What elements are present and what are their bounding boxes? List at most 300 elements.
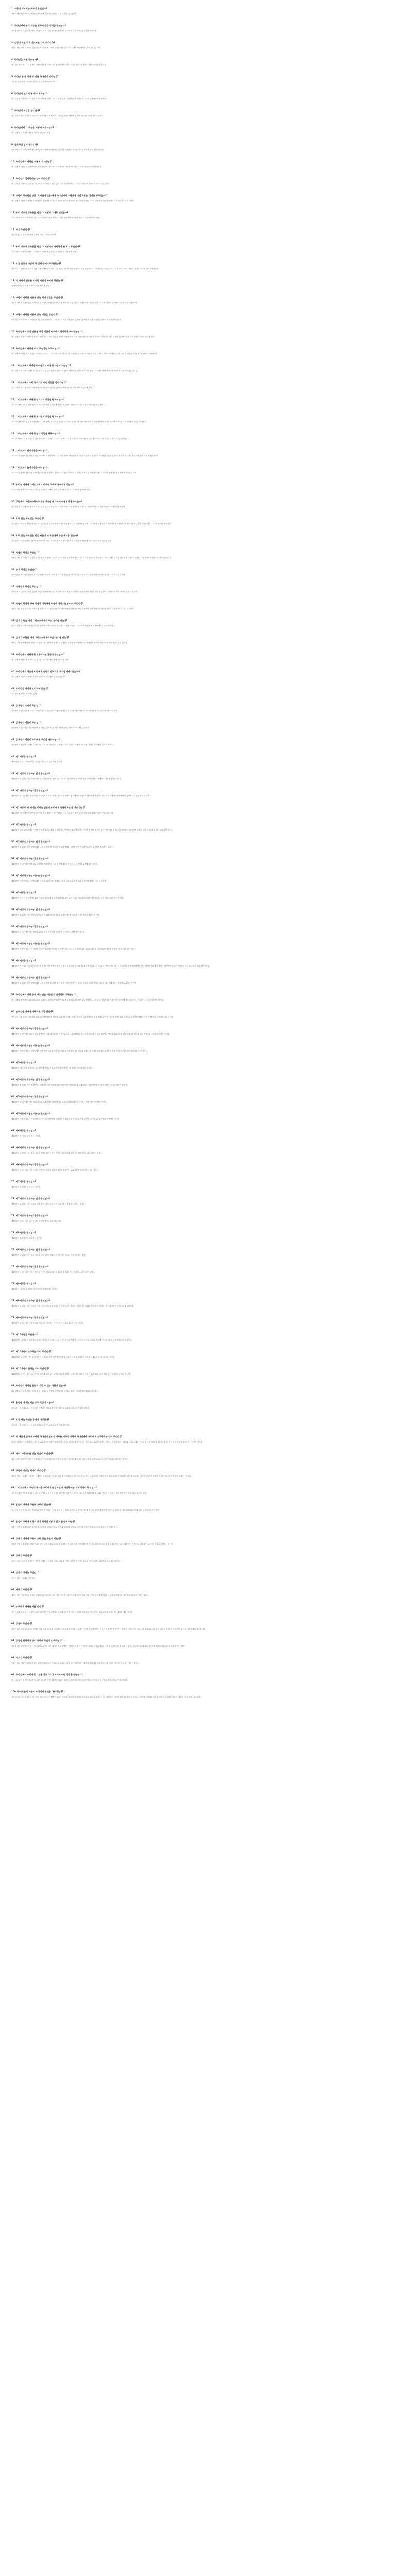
question-text: 19. 사람이 타락한 지위에 있는 비참은 무엇인가?: [11, 313, 59, 316]
question-text: 84. 모든 죄는 무엇을 받아야 마땅한가?: [11, 1418, 49, 1421]
answer-text: 죄 때문에 받아야 마땅한 하나님의 진노와 저주를 피하기 위하여 하나님께서 우리에게 요구하시는 것은 예수 그리스도를 믿는 믿음과 생명에 이르는 회개와 그리스도께서 구속의 유익을 전달하실 때 사용하시는 모든 외적 방편을 부지런히 사용하는 것이다.: [11, 1441, 203, 1443]
question-text: 41. 도덕법은 어디에 요약되어 있는가?: [11, 687, 49, 690]
question-text: 65. 제5계명이 금하는 것이 무엇인가?: [11, 1095, 48, 1098]
qa-item: [11, 1298, 393, 1309]
answer-text: 제5계명에 덧붙인 이유는 이 계명을 지키는 모든 사람에게 하나님의 영광과 그들 자신의 유익에 도움이 되는 한 장수와 번영을 약속하신 것이다.: [11, 1118, 120, 1120]
qa-item: [11, 244, 393, 255]
qa-item: [11, 329, 393, 340]
qa-item: [11, 74, 393, 84]
answer-text: 제10계명은 네 이웃의 집을 탐내지 말라 네 이웃의 아내나 그의 남종이나 그의 여종이나 그의 소나 그의 나귀나 무릇 네 이웃의 소유를 탐내지 말라 하신 것이다.: [11, 1339, 132, 1341]
qa-item: [11, 703, 393, 714]
qa-item: [11, 550, 393, 561]
question-text: 62. 제4계명에 덧붙인 이유는 무엇인가?: [11, 1044, 50, 1047]
question-text: 91. 성례가 어떻게 구원의 효력 있는 방편이 되는가?: [11, 1537, 61, 1540]
qa-item: [11, 448, 393, 459]
qa-item: [11, 397, 393, 408]
qa-item: [11, 941, 393, 952]
qa-item: [11, 652, 393, 663]
question-text: 93. 신약의 성례는 무엇인가?: [11, 1571, 40, 1574]
answer-text: 십계명의 요약은 마음을 다하고 목숨을 다하고 힘을 다하고 뜻을 다하여 주 우리 하나님을 사랑하고 또 네 이웃을 네 자신같이 사랑하는 것이다.: [11, 710, 119, 712]
question-text: 86. 예수 그리스도를 믿는 믿음이 무엇인가?: [11, 1452, 54, 1455]
answer-text: 제1계명은 너는 나 외에는 다른 신들을 네게 두지 말라 하신 것이다.: [11, 761, 63, 763]
question-text: 42. 십계명의 요약이 무엇인가?: [11, 704, 42, 707]
qa-item: [11, 584, 393, 595]
question-text: 17. 이 타락이 인류를 어떠한 지위에 빠지게 하였는가?: [11, 279, 63, 282]
qa-item: [11, 975, 393, 986]
qa-item: [11, 482, 393, 493]
answer-text: 제2계명이 금하는 것은 형상으로 하나님을 예배하거나 그의 말씀에 정하지 아니한 다른 방법으로 예배하는 것이다.: [11, 863, 98, 865]
qa-item: [11, 1672, 393, 1683]
answer-text: 제10계명이 요구하는 것은 우리 자신의 처지에 온전히 만족하며 이웃과 그의 모든 소유에 대하여 바르고 인애로운 마음을 가지는 것이다.: [11, 1356, 115, 1358]
answer-text: 하나님의 아들 그리스도께서 진정한 몸과 이성 있는 영혼을 취하시고 사람이 되셨으니 성령의 능력으로 동정녀 마리아의 태에 잉태되어 그에게서 나셨으나 죄는 없으시다.: [11, 370, 139, 372]
qa-item: [11, 363, 393, 374]
answer-text: 하나님께서 처음에 사람에게 순종의 법칙으로 나타내신 것은 도덕법이다.: [11, 676, 66, 678]
answer-text: 제5계명이 요구하는 것은 윗사람이나 아랫사람이나 동등한 사람으로서 각자 여러 처지와 관계에 따라 속한 명예를 보존하며 마땅한 본분을 행하는 것이다.: [11, 1084, 128, 1086]
question-text: 23. 그리스도께서 우리 구속자로 어떤 직분을 행하시는가?: [11, 381, 67, 384]
question-text: 4. 하나님은 어떤 분이신가?: [11, 58, 38, 61]
question-text: 82. 하나님의 계명을 완전히 지킬 수 있는 사람이 있는가?: [11, 1384, 66, 1387]
answer-text: 세례는 성례이니 성부와 성자와 성령의 이름으로 물로 씻는 것은 우리가 그리스도에게 접붙여짐과 은혜 언약의 유익에 참여함과 주님의 것이 되기로 약속함을 나타내고 인치는 것이다.: [11, 1594, 149, 1596]
answer-text: 안식일은 그날 온종일 거룩하게 쉬되 다른 날에 합당한 세상의 일과 오락까지도 쉬며 부득이한 일과 자비로운 일을 제외하고는 온 시간을 공적으로나 사적으로 하나님을 예배하는 데 사용함으로 거룩하게 지킬 것이다.: [11, 1016, 174, 1018]
qa-item: [11, 1145, 393, 1156]
answer-text: 제9계명이 요구하는 것은 사람과 사람 사이에 진실을 유지하고 증진하며 우리 자신과 이웃의 좋은 이름을 보존하고 증진하는 것이니 특별히 증거할 때에 그러하다.: [11, 1305, 134, 1307]
question-text: 2. 하나님께서 우리 교만을 위하여 무슨 법칙을 주셨는가?: [11, 24, 66, 27]
qa-item: [11, 788, 393, 799]
answer-text: 죄는 하나님의 법을 순종함에 부족한 것이나 어기는 것이다.: [11, 234, 57, 236]
question-text: 66. 제5계명에 덧붙인 이유는 무엇인가?: [11, 1112, 50, 1115]
answer-text: 성례가 구원의 효력 있는 방편이 되는 것은 성례 자체에나 그것을 집례하는 자에게 어떤 덕이 있어서가 아니라 오직 그리스도의 복 주심과 믿음으로 성례를 받는 자 안에서 일하시는 그의 영의 역사로 말미암는 것이다.: [11, 1543, 174, 1545]
qa-item: [11, 1485, 393, 1496]
answer-text: 십계명의 서문은 나는 너를 애굽 땅 종 되었던 집에서 인도하여 낸 네 하나님 여호와로라 하신 말씀이다.: [11, 727, 90, 729]
answer-text: 효력 있는 부르심을 받은 자들이 이 세상에서 의롭다 하심과 양자 되심과 거룩하게 하심과 및 이것들에 따라오는 모든 유익을 얻는다.: [11, 540, 112, 542]
question-text: 57. 제4계명은 무엇인가?: [11, 959, 37, 962]
qa-item: [11, 176, 393, 187]
qa-item: [11, 1128, 393, 1139]
qa-item: [11, 1315, 393, 1326]
question-text: 25. 그리스도께서 어떻게 제사장의 직분을 행하시는가?: [11, 415, 64, 418]
question-text: 24. 그리스도께서 어떻게 선지자의 직분을 행하시는가?: [11, 398, 64, 401]
qa-item: [11, 1366, 393, 1377]
question-text: 64. 제5계명이 요구하는 것이 무엇인가?: [11, 1078, 50, 1081]
question-text: 67. 제6계명은 무엇인가?: [11, 1129, 37, 1132]
qa-item: [11, 1094, 393, 1105]
qa-item: [11, 1179, 393, 1190]
answer-text: 성찬은 성례이니 그리스도의 명하신 대로 떡과 포도주를 주고받음으로 그의 죽으심을 나타내는 것이며 합당하게 받는 자들은 육체적이고 육신적인 방식이 아니라 믿음으로 그의 몸과 피와 그의 모든 유익에 참여하여 영적 양식을 얻고 은혜 안에서 자라게 된다.: [11, 1628, 206, 1630]
answer-text: 보이는 교회 밖에 있는 사람이 그리스도를 믿는다고 고백하고 그에게 순종하기 전에는 세례를 베풀지 않지만 보이는 교회 회원의 유아에게는 세례를 베풀 것이다.: [11, 1611, 133, 1613]
qa-item: [11, 1196, 393, 1207]
qa-item: [11, 278, 393, 289]
question-text: 5. 하나님 한 분 외에 또 다른 하나님이 계시는가?: [11, 75, 59, 78]
question-text: 44. 십계명의 서문이 우리에게 무엇을 가르치는가?: [11, 738, 60, 741]
answer-text: 제4계명은 안식일을 기억하여 거룩하게 지키라 엿새 동안은 힘써 네 모든 일을 행할 것이나 일곱째 날은 네 하나님 여호와의 안식일인즉 너나 네 아들이나 네 딸이나 네 남종이나 네 여종이나 네 가축이나 네 문안에 머무는 객이라도 아무 일도 하지 말라 하신 것이다.: [11, 965, 210, 967]
answer-text: 그리스도께서 자기를 한 번 희생 제물로 드려 하나님의 공의를 만족하게 하시고 우리를 하나님과 화목하게 하시며 계속해서 우리를 위하여 간구하심으로 제사장의 직분을 행하신다.: [11, 421, 147, 423]
qa-item: [11, 91, 393, 101]
question-text: 74. 제8계명이 요구하는 것이 무엇인가?: [11, 1248, 50, 1251]
qa-item: [11, 618, 393, 629]
qa-item: [11, 516, 393, 527]
qa-item: [11, 1009, 393, 1020]
qa-item: [11, 1689, 393, 1700]
question-text: 87. 생명에 이르는 회개가 무엇인가?: [11, 1469, 47, 1472]
answer-text: 그리스도의 높아지심은 사흘 만에 죽은 자 가운데서 다시 살아나시고 하늘에 오르시고 하나님 아버지 우편에 앉아 계시고 마지막 날에 세상을 심판하러 오시는 것이다.: [11, 472, 137, 474]
qa-item: [11, 6, 393, 16]
answer-text: 서방의 해외여는 목적은 하나님을 영화롭게 하는 것과 영원히 그를 즐거워하는 것이다.: [11, 13, 77, 15]
question-text: 96. 성찬이 무엇인가?: [11, 1622, 33, 1625]
question-text: 60. 안식일을 어떻게 거룩하게 지킬 것인가?: [11, 1010, 54, 1013]
answer-text: 제3계명은 너는 네 하나님 여호와의 이름을 망령되게 부르지 말라 여호와는 그의 이름을 망령되게 부르는 자를 죄 없다 하지 아니하리라 하신 것이다.: [11, 897, 124, 899]
question-text: 27. 그리스도의 낮아지심은 어떠한가?: [11, 449, 48, 452]
answer-text: 이 타락이 인류를 죄와 비참의 지위에 빠지게 하였다.: [11, 285, 51, 287]
question-text: 15. 우리 시조가 창조함을 받은 그 지위에서 타락하게 된 죄가 무엇인가?: [11, 245, 80, 248]
answer-text: 하나님은 영이시니 그의 존재와 지혜와 권능과 거룩하심과 공의와 인자하심과 진실하심이 무한하시며 영원하시며 불변하시다.: [11, 64, 107, 66]
qa-item: [11, 23, 393, 33]
question-text: 51. 제2계명이 금하는 것이 무엇인가?: [11, 857, 48, 860]
qa-item: [11, 1281, 393, 1292]
question-text: 36. 의롭다 하심과 양자 되심과 거룩하게 하심에 따라오는 유익이 무엇인가?: [11, 602, 84, 605]
answer-text: 하나님께서 그 작정을 창조와 섭리의 일로 이루신다.: [11, 132, 51, 134]
answer-text: 모든 죄는 이 세상과 오는 세상에서 하나님의 진노와 저주를 받아야 마땅하다.: [11, 1424, 70, 1426]
qa-item: [11, 1434, 393, 1445]
qa-item: [11, 159, 393, 170]
qa-item: [11, 346, 393, 357]
answer-text: 우리 구속자가 되신 그리스도께서 낮아지심과 높아지심의 지위에서 선지자와 제사장과 왕의 직분을 행하신다.: [11, 387, 94, 389]
qa-item: [11, 1570, 393, 1581]
answer-text: 제2계명에 덧붙인 이유는 하나님께서 우리를 주관하시는 권세와 우리가 그의 소유가 된 것과 그 자신의 예배에 대한 열심이다.: [11, 880, 107, 882]
answer-text: 우리 시조가 창조함을 받은 그 지위에서 타락하게 된 죄는 그 금하신 실과를 먹은 것이다.: [11, 251, 78, 253]
question-text: 53. 제3계명은 무엇인가?: [11, 891, 37, 894]
qa-item: [11, 1213, 393, 1224]
answer-text: 제7계명이 금하는 것은 모든 순결하지 못한 생각과 말과 행동이다.: [11, 1220, 62, 1222]
question-text: 8. 하나님께서 그 작정을 어떻게 이루시는가?: [11, 126, 54, 129]
answer-text: 제10계명이 금하는 것은 우리 자신의 처지에 대한 모든 불만과 이웃의 잘됨을 시기하거나 애석히 여기는 것과 그의 소유에 대한 모든 무절제한 마음과 욕심이다.: [11, 1373, 132, 1375]
question-text: 3. 성경이 제일 되게 가르치는 것이 무엇인가?: [11, 41, 55, 44]
qa-item: [11, 40, 393, 50]
answer-text: 제8계명이 요구하는 것은 우리 자신과 다른 사람의 재물과 재산을 합법적으로 얻고 증진하는 것이다.: [11, 1254, 87, 1256]
question-text: 16. 모든 인류가 아담의 첫 범죄 중에 타락하였는가?: [11, 262, 61, 265]
answer-text: 효력 있는 부르심은 하나님의 영이 하시는 일인데 우리의 죄와 비참을 깨닫게 하시고 우리 마음을 밝혀 그리스도를 알게 하시고 우리 의지를 새롭게 하사 복음 가운데 값없이 주시는 예수 그리스도를 영접하게 하신다.: [11, 523, 173, 525]
question-text: 78. 제9계명이 금하는 것이 무엇인가?: [11, 1316, 48, 1319]
answer-text: 제9계명이 금하는 것은 진실을 해치거나 우리 자신이나 이웃의 좋은 이름을 해치는 모든 일이다.: [11, 1322, 84, 1324]
question-text: 11. 하나님의 섭리하시는 일이 무엇인가?: [11, 177, 51, 180]
question-text: 22. 그리스도께서 하나님의 아들로서 어떻게 사람이 되셨는가?: [11, 364, 71, 367]
answer-text: 모든 인류가 타락함으로 하나님과 교통함을 잃어버리고 그의 진노와 저주 아래 있어 금세의 모든 비참과 죽음과 영원한 지옥의 형벌을 받게 되었다.: [11, 319, 122, 321]
answer-text: 제7계명은 간음하지 말라 하신 것이다.: [11, 1186, 41, 1188]
answer-text: 하나님께서 사람에게 요구하시는 본분은 그의 나타내신 뜻에 순종하는 것이다.: [11, 659, 71, 661]
question-text: 14. 죄가 무엇인가?: [11, 228, 31, 231]
question-text: 90. 말씀이 구원에 효력이 있게 되려면 어떻게 읽고 들어야 하는가?: [11, 1520, 76, 1523]
answer-text: 그리스도께서 우리를 자기에게 복종하게 하시고 우리를 다스리시고 보호하시며 자기와 우리의 모든 원수를 제어하시고 정복하심으로 왕의 직분을 행하신다.: [11, 438, 129, 440]
question-text: 81. 제10계명이 금하는 것이 무엇인가?: [11, 1367, 50, 1370]
question-text: 85. 죄 때문에 받아야 마땅한 하나님의 진노와 저주를 피하기 위하여 하나님께서 우리에게 요구하시는 것이 무엇인가?: [11, 1435, 123, 1438]
qa-item: [11, 1349, 393, 1360]
qa-item: [11, 57, 393, 67]
answer-text: 제7계명이 요구하는 것은 마음과 말과 행동에 있어서 우리 자신과 이웃의 순결을 보존하는 것이다.: [11, 1203, 85, 1205]
question-text: 26. 그리스도께서 어떻게 왕의 직분을 행하시는가?: [11, 432, 60, 435]
qa-item: [11, 907, 393, 918]
qa-item: [11, 1383, 393, 1394]
question-text: 50. 제2계명이 요구하는 것이 무엇인가?: [11, 840, 50, 843]
answer-text: 거룩하게 하심은 하나님의 값없이 주시는 은혜의 사역이니 이로써 우리의 전인이 하나님의 형상을 따라 새롭게 되고 점점 죄에 대하여 죽고 의에 대하여 살게 되는 것이다.: [11, 591, 139, 593]
answer-text: 그리스도의 낮아지심은 비천한 형편으로 나시고 율법 아래 나시고 이 세상의 여러 비참과 하나님의 진노와 십자가의 저주받는 죽음을 당하시고 장사되시고 얼마 동안 사망 권세 아래 계셨던 것이다.: [11, 455, 159, 457]
qa-item: [11, 1230, 393, 1241]
qa-item: [11, 1553, 393, 1564]
answer-text: 하나님께서 세상 처음부터 그리스도의 부활하실 때까지는 이레 중 일곱째 날을 매주일의 안식일로 정하셨고 그 후로부터 세상 끝날까지는 이레 중 첫째 날을 정하셨으니 이것이 그리스도인의 안식일이다.: [11, 999, 164, 1001]
answer-text: 제5계명은 네 부모를 공경하라 그리하면 네 하나님 여호와가 네게 준 땅에서 네 생명이 길리라 하신 것이다.: [11, 1067, 92, 1069]
answer-text: 양자 되심은 하나님의 값없이 주시는 은혜의 행위이니 이로써 우리가 하나님의 자녀의 수효에 들고 하나님의 자녀로서 모든 권리를 누리게 되는 것이다.: [11, 574, 126, 576]
question-text: 40. 하나님께서 처음에 사람에게 순종의 법칙으로 무엇을 나타내셨는가?: [11, 670, 80, 673]
question-text: 94. 세례가 무엇인가?: [11, 1588, 33, 1591]
qa-item: [11, 822, 393, 833]
question-text: 34. 양자 되심은 무엇인가?: [11, 568, 38, 571]
question-text: 75. 제8계명이 금하는 것이 무엇인가?: [11, 1265, 48, 1268]
answer-text: 제8계명은 도둑질하지 말라 하신 것이다.: [11, 1237, 42, 1239]
answer-text: 하나님께서 택하신 자의 유일한 구속자는 주 예수 그리스도이시니 그는 하나님의 영원하신 아들로서 사람이 되셨고 과거나 지금이나 영원토록 한 위에 두 성품을 가지신 하나님이시요 사람이시다.: [11, 353, 158, 355]
answer-text: 하나님의 작정은 그의 뜻의 의논대로 하신 영원한 목적이시니 이로써 자기의 영광을 위하여 모든 일을 미리 정하신 것이다.: [11, 115, 103, 117]
qa-item: [11, 567, 393, 578]
qa-item: [11, 1587, 393, 1598]
answer-text: 성찬을 합당하게 받고자 하는 자들에게 요구되는 것은 주님의 몸을 분별하는 지식과 그를 먹는 믿음과 회개와 사랑과 새로운 순종에 대하여 자신을 살피는 것이니 합당하지 않게 와서 자기에게 심판을 먹고 마시지 않게 하려는 것이다.: [11, 1645, 186, 1647]
qa-item: [11, 992, 393, 1003]
question-text: 70. 제7계명은 무엇인가?: [11, 1180, 37, 1183]
answer-text: 하나님의 모든 말씀이 기도를 가르치는 데 유용하지만 특별한 지침은 그리스도께서 그의 제자들에게 가르치신 기도의 형식이니 흔히 주기도문이라 부른다.: [11, 1679, 128, 1681]
qa-item: [11, 720, 393, 731]
qa-item: [11, 1519, 393, 1530]
question-text: 30. 성령께서 그리스도께서 이루신 구속을 우리에게 어떻게 적용하시는가?: [11, 500, 82, 503]
question-text: 89. 말씀이 어떻게 구원에 효력이 있는가?: [11, 1503, 51, 1506]
question-text: 55. 제3계명이 금하는 것이 무엇인가?: [11, 925, 48, 928]
question-text: 92. 성례가 무엇인가?: [11, 1554, 33, 1557]
answer-text: 제4계명이 요구하는 것은 하나님께서 그의 말씀에 지정하신 모든 때를 거룩하게 지키는 것이니 특별히 칠 일 중에 온 하루를 하나님께 거룩한 안식일로 지키는 것이다.: [11, 982, 137, 984]
question-text: 80. 제10계명이 요구하는 것이 무엇인가?: [11, 1350, 52, 1353]
question-text: 32. 효력 있는 부르심을 받은 자들이 이 세상에서 무슨 유익을 얻는가?: [11, 534, 78, 537]
question-text: 46. 제1계명이 요구하는 것이 무엇인가?: [11, 772, 50, 775]
answer-text: 제3계명이 금하는 것은 하나님께서 자기를 알게 하신 어떤 것이든지 더럽히거나 남용하는 것이다.: [11, 931, 85, 933]
answer-text: 제2계명은 너를 위하여 새긴 우상을 만들지 말고 또 위로 하늘에 있는 것이나 아래로 땅에 있는 것이나 땅 아래 물 속에 있는 것의 어떤 형상도 만들지 말며 그것들에게 절하지 말며 그것들을 섬기지 말라 하신 것이다.: [11, 829, 173, 831]
answer-text: 제6계명이 금하는 것은 우리 자신의 생명이나 이웃의 생명을 불의하게 빼앗는 것과 그렇게 하도록 하는 모든 일이다.: [11, 1169, 99, 1171]
question-text: 54. 제3계명이 요구하는 것이 무엇인가?: [11, 908, 50, 911]
answer-text: 신자가 부활할 때에 영광 중에 다시 살아나서 심판 날에 공적으로 인정되고 사함을 받으며 영원토록 하나님을 완전히 즐거워하는 복을 충만히 누릴 것이다.: [11, 642, 128, 644]
answer-text: 어떤 죄는 그 자체로 또는 여러 가지 가중되는 이유로 말미암아 다른 죄보다 하나님 보시기에 더 악하다.: [11, 1407, 90, 1409]
qa-item: [11, 465, 393, 476]
qa-item: [11, 261, 393, 272]
qa-item: [11, 924, 393, 935]
qa-item: [11, 856, 393, 867]
answer-text: 그리스도께서 구속의 유익을 우리에게 전달하실 때 사용하시는 외적이고 일상적인 방편은 그의 규례 특히 말씀과 성례와 기도이니 이 모든 것이 택함 받은 자의 구원에 효력이 있다.: [11, 1492, 147, 1494]
question-text: 61. 제4계명이 금하는 것이 무엇인가?: [11, 1027, 48, 1030]
question-text: 18. 사람이 타락한 지위에 있는 죄의 성질은 무엇인가?: [11, 296, 63, 299]
answer-text: 제1계명이 요구하는 것은 하나님만이 유일하신 참 하나님이시요 우리 하나님이신 줄 알고 인정하며 그에게 마땅히 예배하고 영화롭게 하는 것이다.: [11, 778, 122, 780]
question-text: 12. 사람이 창조함을 받은 그 지위에 있을 때에 하나님께서 사람에게 어떤 특별한 섭리를 행하셨는가?: [11, 194, 108, 197]
question-text: 38. 신자가 부활할 때에 그리스도에게서 무슨 유익을 받는가?: [11, 636, 70, 639]
answer-text: 하나님께서 오직 그 기뻐하신 뜻대로 영원 전부터 어떤 사람을 택하사 영생을 얻게 하시고 은혜 언약을 세우사 구속자로 말미암아 죄와 비참의 지위에서 건져 내어 구원의 지위에 이르게 하셨다.: [11, 336, 156, 338]
question-text: 33. 의롭다 하심은 무엇인가?: [11, 551, 40, 554]
qa-item: [11, 1536, 393, 1547]
qa-item: [11, 108, 393, 118]
qa-item: [11, 1332, 393, 1343]
answer-text: 제1계명의 '나 외에는'이라는 말씀은 만물을 감찰하시는 하나님께서 다른 신을 두는 죄를 주목하시며 심히 싫어하신다는 것을 가르친다.: [11, 812, 114, 814]
qa-item: [11, 1162, 393, 1173]
answer-text: 성례는 그리스도께서 제정하신 거룩한 규례이니 이로써 그리스도와 새 언약의 유익이 감각적인 표로써 신자들에게 나타내지고 인쳐지고 적용된다.: [11, 1560, 121, 1562]
question-text: 76. 제9계명은 무엇인가?: [11, 1282, 37, 1285]
qa-item: [11, 890, 393, 901]
qa-item: [11, 1247, 393, 1258]
answer-text: 십계명의 서문은 하나님께서 주님이시요 우리 하나님이시요 구속자이시므로 우리가 마땅히 그의 모든 계명을 지켜야 할 것을 가르친다.: [11, 744, 113, 746]
answer-text: 오직 한 분만 계시니 곧 살아 계시고 참되신 하나님이시다.: [11, 81, 56, 83]
question-text: 1. 서방이 해외여는 목적이 무엇인가?: [11, 7, 47, 10]
question-text: 45. 제1계명은 무엇인가?: [11, 755, 37, 758]
question-text: 98. 기도가 무엇인가?: [11, 1656, 33, 1659]
question-text: 72. 제7계명이 금하는 것이 무엇인가?: [11, 1214, 48, 1217]
answer-text: 타락 이후로 단순한 사람은 이 세상에서 하나님의 계명을 완전히 지킬 수 없고 날마다 생각과 말과 행실로 어긴다.: [11, 1390, 97, 1392]
qa-item: [11, 1638, 393, 1649]
answer-text: 신약의 성례는 세례와 성찬이다.: [11, 1577, 36, 1579]
qa-item: [11, 1451, 393, 1462]
question-text: 35. 거룩하게 하심은 무엇인가?: [11, 585, 42, 588]
question-text: 43. 십계명의 서문이 무엇인가?: [11, 721, 42, 724]
answer-text: 그리스도께서 그의 말씀과 성령으로 하나님의 뜻을 우리에게 나타내사 우리를 구원하게 하심으로 선지자의 직분을 행하신다.: [11, 404, 106, 406]
answer-text: 제2계명이 요구하는 것은 하나님께서 그의 말씀에 정하신 모든 종교적 예배와 규례를 받아 지키며 순수하고 온전하게 보존하는 것이다.: [11, 846, 113, 848]
answer-text: 의롭다 하심은 하나님의 값없이 주시는 은혜의 행위이니 그리스도의 의를 우리에게 전가하시고 우리가 믿음으로만 받음으로 하나님께서 우리의 모든 죄를 사하시고 우리를 그의 앞에서 의롭다고 인정하시는 것이다.: [11, 557, 172, 559]
question-text: 69. 제6계명이 금하는 것이 무엇인가?: [11, 1163, 48, 1166]
question-text: 48. 제1계명의 '나 외에는'이라는 말씀이 우리에게 특별히 무엇을 가르치는가?: [11, 806, 86, 809]
question-text: 28. 그리스도의 높아지심은 어떠한가?: [11, 466, 48, 469]
qa-item: [11, 1077, 393, 1088]
qa-item: [11, 312, 393, 323]
qa-item: [11, 227, 393, 238]
answer-text: 하나님의 영은 말씀을 읽는 것과 특히 말씀을 전파하는 것을 효력 있는 방편으로 삼으사 죄인을 깨닫게 하시고 돌이키게 하시며 믿음으로 말미암아 거룩함과 위로 가운데 세워 구원에 이르게 하신다.: [11, 1509, 160, 1511]
qa-item: [11, 669, 393, 680]
qa-item: [11, 635, 393, 646]
qa-item: [11, 686, 393, 697]
answer-text: 사람이 타락한 지위에 있는 죄의 성질은 아담의 첫 범죄한 죄책과 원의의 결핍과 온 성질의 부패함이니 이것을 원죄라 하고 또 원죄로 말미암아 나오는 모든 자범죄이다.: [11, 302, 138, 304]
qa-item: [11, 1111, 393, 1122]
qa-item: [11, 754, 393, 765]
answer-text: 제4계명이 금하는 것은 요구된 본분을 빠뜨리거나 소홀히 하거나 게으름으로 그날을 더럽히거나 그 자체로 죄 된 일을 행하거나 세상의 일과 오락에 관한 불필요한 생각과 말과 행동으로 그날을 더럽히는 것이다.: [11, 1033, 170, 1035]
question-text: 99. 하나님께서 우리에게 기도를 가르치시기 위하여 어떤 법칙을 주셨는가?: [11, 1673, 83, 1676]
qa-item: [11, 295, 393, 306]
qa-item: [11, 958, 393, 969]
answer-text: 제1계명이 금하는 것은 참 하나님을 하나님으로 또 우리 하나님으로 인정하지 않고 예배하지 않으며 영화롭게 하지 아니하는 것과 그에게만 돌릴 예배와 영광을 다른 것에 돌리는 것이다.: [11, 795, 151, 797]
answer-text: 제8계명이 금하는 것은 우리 자신이나 이웃의 재물과 재산을 불의하게 방해하거나 방해할 수 있는 모든 일이다.: [11, 1271, 95, 1273]
answer-text: 제6계명이 요구하는 것은 우리 자신의 생명과 다른 사람의 생명을 보존하기 위하여 모든 합법적인 노력을 다하는 것이다.: [11, 1152, 102, 1154]
question-text: 58. 제4계명이 요구하는 것이 무엇인가?: [11, 976, 50, 979]
answer-text: 제5계명이 금하는 것은 각자 여러 처지와 관계에 따라 속한 명예와 본분을 소홀히 하거나 거스르는 어떤 일이든지 하는 것이다.: [11, 1101, 107, 1103]
qa-item: [11, 499, 393, 510]
qa-item: [11, 1264, 393, 1275]
qa-item: [11, 1026, 393, 1037]
qa-item: [11, 380, 393, 391]
question-text: 71. 제7계명이 요구하는 것이 무엇인가?: [11, 1197, 50, 1200]
question-text: 37. 신자가 죽을 때에 그리스도에게서 무슨 유익을 받는가?: [11, 619, 68, 622]
answer-text: 도덕법은 십계명에 요약되어 있다.: [11, 693, 38, 695]
answer-text: 주기도문의 서문 곧 하늘에 계신 우리 아버지여라는 말씀은 자녀가 아버지에게 하듯이 우리를 도우실 수 있고 도우시려는 하나님께 모든 거룩한 경외심과 확신을 가지고 나아가며 또한 다른 사람과 함께 그리고 다른 사람을 위하여 기도할 것을 가르친다.: [11, 1696, 201, 1698]
qa-item: [11, 737, 393, 748]
question-text: 88. 그리스도께서 구속의 유익을 우리에게 전달하실 때 사용하시는 외적 방편이 무엇인가?: [11, 1486, 97, 1489]
answer-text: 제6계명은 살인하지 말라 하신 것이다.: [11, 1135, 41, 1137]
answer-text: 제4계명에 덧붙인 이유는 하나님께서 엿새 동안 우리 자신의 일을 하도록 허락하신 것과 일곱째 날에 대한 특별한 소유권을 주장하신 것과 자신의 모범과 안식일에 복을 주신 것이다.: [11, 1050, 148, 1052]
question-text: 95. 누구에게 세례를 베풀 것인가?: [11, 1605, 45, 1608]
answer-text: 생명에 이르는 회개는 구원하는 은혜이니 이로써 죄인이 자기 죄를 참으로 깨닫고 그리스도 안에서 하나님의 자비를 깨달아 자기 죄를 슬퍼하고 미워하여 죄에서 떠나 하나님께로 돌이키며 새롭게 순종하기로 온전히 결심하고 힘쓰는 것이다.: [11, 1475, 192, 1477]
qa-item: [11, 1417, 393, 1428]
qa-item: [11, 1060, 393, 1071]
qa-item: [11, 1502, 393, 1513]
answer-text: 신자의 영혼은 죽을 때에 완전히 거룩하게 되어 즉시 영광에 들어가고 그 몸은 여전히 그리스도와 연합한 채 부활할 때까지 무덤에서 쉰다.: [11, 625, 115, 627]
answer-text: 아담으로 더불어 언약을 세운 것은 그만 위해서만 아니라 그의 후손을 위하여 세운 것이므로 보통 생육법으로 그에게서 난 모든 인류가 그의 첫 범죄 중에 그 안에서 범죄하고 그와 함께 타락하였다.: [11, 268, 159, 270]
qa-item: [11, 1043, 393, 1054]
answer-text: 예수 그리스도를 믿는 믿음은 구원하는 은혜이니 이로써 우리가 복음 가운데 우리에게 제시된 대로 구원을 위하여 그리스도만을 영접하고 의지하는 것이다.: [11, 1458, 128, 1460]
qa-item: [11, 1655, 393, 1666]
answer-text: 제3계명에 덧붙인 이유는 이 계명을 범하는 자가 사람의 형벌은 피할지라도 우리 주 하나님께서는 그들로 하여금 그의 의로운 심판을 피하지 못하게 하신다는 것이다.: [11, 948, 136, 950]
question-text: 79. 제10계명은 무엇인가?: [11, 1333, 38, 1336]
answer-text: 말씀이 구원에 효력이 있게 되려면 부지런함과 준비와 기도로 말씀에 주의하며 믿음과 사랑으로 받아 마음에 두고 우리 삶에서 실천해야 한다.: [11, 1526, 118, 1528]
question-text: 31. 효력 있는 부르심은 무엇인가?: [11, 517, 45, 520]
qa-item: [11, 193, 393, 204]
question-text: 39. 하나님께서 사람에게 요구하시는 본분이 무엇인가?: [11, 653, 64, 656]
qa-item: [11, 533, 393, 544]
question-text: 49. 제2계명은 무엇인가?: [11, 823, 37, 826]
answer-text: 우리 시조가 자기 의지의 자유대로 하도록 버려 두셨을 때에 하나님께 범죄하여 창조함을 받은 그 지위에서 타락하였다.: [11, 217, 101, 219]
question-text: 77. 제9계명이 요구하는 것이 무엇인가?: [11, 1299, 50, 1302]
question-text: 63. 제5계명은 무엇인가?: [11, 1061, 37, 1064]
question-text: 47. 제1계명이 금하는 것이 무엇인가?: [11, 789, 48, 792]
question-text: 29. 우리는 어떻게 그리스도께서 이루신 구속에 참여하게 되는가?: [11, 483, 74, 486]
answer-text: 기도는 하나님의 뜻에 합당한 것을 위하여 그리스도의 이름으로 우리의 소원을 하나님께 아뢰는 것이니 우리 죄를 고백하고 그의 자비하심을 감사함으로 인정하는 것이다.: [11, 1662, 139, 1664]
answer-text: 하나님께서 사람을 창조하신 후에 완전히 순종하는 조건으로 생명의 언약을 맺으시고 선악을 알게 하는 나무의 열매는 먹지 못하게 하시되 먹으면 죽으리라 하셨다.: [11, 200, 134, 202]
answer-text: 하나님의 섭리하시는 일은 지극히 거룩하고 지혜롭고 권능 있게 그의 모든 피조물과 그 모든 행동을 보존하시고 다스리시는 것이다.: [11, 183, 110, 185]
qa-item: [11, 1604, 393, 1615]
question-text: 56. 제3계명에 덧붙인 이유는 무엇인가?: [11, 942, 50, 945]
qa-item: [11, 771, 393, 782]
answer-text: 제9계명은 네 이웃에 대하여 거짓 증거하지 말라 하신 것이다.: [11, 1288, 58, 1290]
question-text: 6. 하나님의 신격에 몇 위가 계시는가?: [11, 92, 48, 95]
qa-item: [11, 125, 393, 135]
answer-text: 하나님께서 사람을 남자와 여자로 자기 형상대로 지으시되 지식과 의와 거룩함으로 지으시고 피조물을 다스리게 하셨다.: [11, 166, 102, 168]
qa-item: [11, 1400, 393, 1411]
question-text: 9. 창조하신 일이 무엇인가?: [11, 143, 38, 146]
question-text: 20. 하나님께서 모든 인류를 죄와 비참의 지위에서 멸망하게 버려두셨는가?: [11, 330, 83, 333]
question-text: 13. 우리 시조가 창조함을 받은 그 지위에 그대로 있었는가?: [11, 211, 68, 214]
qa-item: [11, 414, 393, 425]
qa-item: [11, 142, 393, 152]
qa-item: [11, 839, 393, 850]
answer-text: 제3계명이 요구하는 것은 하나님의 이름과 칭호와 속성과 규례와 말씀과 행사를 거룩하고 경건하게 사용하는 것이다.: [11, 914, 100, 916]
qa-item: [11, 1621, 393, 1632]
question-text: 100. 주기도문의 서문이 우리에게 무엇을 가르치는가?: [11, 1690, 63, 1693]
qa-item: [11, 805, 393, 816]
question-text: 73. 제8계명은 무엇인가?: [11, 1231, 37, 1234]
answer-text: 성령께서 우리 안에 믿음을 일으키시고 효력 있는 부르심으로 우리를 그리스도와 연합하게 하심으로 그리스도께서 이루신 구속을 우리에게 적용하신다.: [11, 506, 126, 508]
qa-item: [11, 1468, 393, 1479]
question-text: 59. 하나님께서 이레 중에 어느 날을 매주일의 안식일로 정하셨는가?: [11, 993, 77, 996]
question-text: 7. 하나님의 작정은 무엇인가?: [11, 109, 40, 112]
answer-text: 하나님의 신격에 삼위가 계시니 성부와 성자와 성령이시라 이 삼위는 한 하나님이시니 본체는 하나요 권능과 영광은 동등하시다.: [11, 98, 108, 100]
question-text: 10. 하나님께서 사람을 어떻게 지으셨는가?: [11, 160, 53, 163]
answer-text: 창조하신 일은 하나님께서 권능의 말씀으로 엿새 동안에 아무것도 없는 가운데서 만물을 지으신 것인데 모두 심히 좋았더라.: [11, 149, 105, 151]
qa-item: [11, 431, 393, 442]
question-text: 52. 제2계명에 덧붙인 이유는 무엇인가?: [11, 874, 50, 877]
question-text: 83. 율법을 어기는 죄는 모두 똑같이 악한가?: [11, 1401, 55, 1404]
answer-text: 의롭다 하심과 양자 되심과 거룩하게 하심에 따라오는 유익은 하나님의 사랑을 확신함과 양심의 평안과 성령 안에서의 기쁨과 은혜가 더함과 끝까지 견디는 것이다.: [11, 608, 134, 610]
answer-text: 우리는 성령께서 그리스도께서 이루신 구속을 우리에게 효력 있게 적용하심으로 그 구속에 참여하게 된다.: [11, 489, 91, 491]
qa-item: [11, 601, 393, 612]
question-text: 21. 하나님께서 택하신 자의 구속자는 누구이신가?: [11, 347, 60, 350]
answer-text: 구약과 신약에 기록된 하나님의 말씀은 우리가 하나님을 영화롭게 하고 즐거워할 것을 지시하는 유일한 법칙이다.: [11, 30, 97, 32]
qa-item: [11, 210, 393, 221]
answer-text: 성경이 제일 되게 가르치는 것은 사람이 하나님에 대하여 무엇을 믿을 것과 하나님께서 사람에게 요구하시는 본분이다.: [11, 47, 101, 49]
question-text: 68. 제6계명이 요구하는 것이 무엇인가?: [11, 1146, 50, 1149]
qa-item: [11, 873, 393, 884]
question-text: 97. 성찬을 합당하게 받기 위하여 무엇이 요구되는가?: [11, 1639, 63, 1642]
